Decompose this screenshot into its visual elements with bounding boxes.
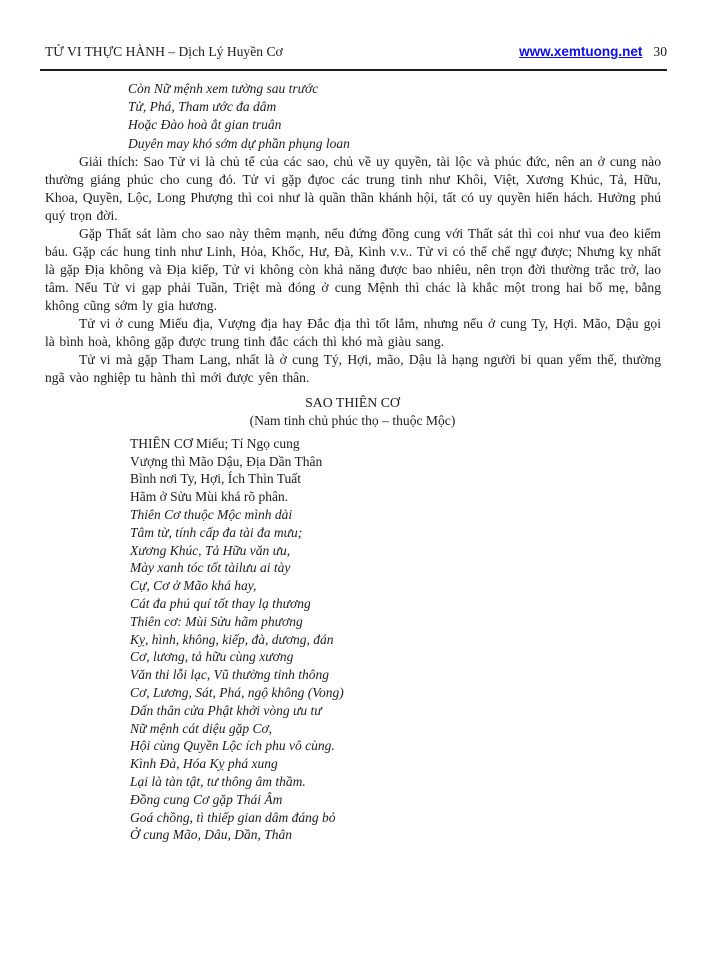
header-right — [519, 44, 667, 60]
verse-line: Thiên cơ: Mùi Sửu hãm phương — [130, 613, 303, 629]
section-subtitle: (Nam tinh chủ phúc thọ – thuộc Mộc) — [249, 412, 456, 428]
verse-line: Ở cung Mão, Dâu, Dần, Thân — [130, 827, 292, 843]
verse-line: THIÊN CƠ Miếu; Tí Ngọ cung — [130, 435, 300, 451]
verse-line: Goá chồng, tì thiếp gian dâm đáng bỏ — [130, 809, 336, 825]
verse-line: Hãm ở Sửu Mùi khá rõ phân. — [130, 489, 289, 505]
verse-line: Cự, Cơ ở Mão khá hay, — [130, 578, 257, 594]
verse-line: Hoặc Đào hoà ắt gian truân — [128, 117, 282, 133]
verse-line: Vượng thì Mão Dậu, Địa Dần Thân — [130, 453, 323, 469]
page-number: 30 — [653, 44, 667, 59]
verse-line: Kỵ, hình, không, kiếp, đà, dương, đán — [130, 631, 334, 647]
paragraph: Tử vi ở cung Miếu địa, Vượng địa hay Đắc địa thì tốt lắm, nhưng nếu ở cung Ty, Hợi. Mão, Dậu gọi là bình hoà, không gặp được trung tinh đắc cách thì khó mà giàu sang. — [45, 315, 661, 349]
paragraph: Tử vi mà gặp Tham Lang, nhất là ở cung Tý, Hợi, mão, Dậu là hạng người bi quan yếm thế, thường ngã vào nghiệp tu hành thì mới được yên thân. — [45, 351, 661, 385]
header-divider — [40, 69, 667, 71]
website-link[interactable]: www.xemtuong.net — [519, 44, 643, 59]
verse-line: Hội cùng Quyền Lộc ích phu vô cùng. — [130, 738, 335, 754]
verse-line: Cơ, lương, tả hữu cùng xương — [130, 649, 294, 665]
verse-line: Còn Nữ mệnh xem tường sau trước — [128, 81, 319, 96]
verse-line: Nữ mệnh cát diệu gặp Cơ, — [130, 720, 273, 736]
paragraph: Giải thích: Sao Tử vi là chủ tể của các sao, chủ về uy quyền, tài lộc và phúc đức, nên an ở cung nào thường giáng phúc cho cung đó. Tử vi gặp đựoc các trung tinh như Khôi, Việt, Xương Khúc, Tả, Hữu, Khoa, Quyền, Lộc, Long Phượng thì coi như là quần thần khánh hội, tất có uy quyền hiển hách. Hưởng phú quý trọn đời. — [45, 153, 661, 223]
verse-line: Bình nơi Ty, Hợi, Ích Thìn Tuất — [130, 471, 301, 487]
verse-line: Cát đa phú quí tốt thay lạ thương — [130, 595, 311, 611]
section-verse — [130, 435, 705, 844]
opening-verse — [128, 80, 705, 153]
verse-line: Văn thi lỗi lạc, Vũ thường tinh thông — [130, 667, 330, 683]
document-page — [0, 44, 705, 957]
section-title: SAO THIÊN CƠ — [305, 394, 400, 410]
verse-line: Lại là tàn tật, tư thông âm thầm. — [130, 773, 306, 789]
verse-line: Thiên Cơ thuộc Mộc mình dài — [130, 507, 293, 522]
verse-line: Dấn thân cửa Phật khởi vòng ưu tư — [130, 702, 322, 718]
verse-line: Duyên may khó sớm dự phần phụng loan — [128, 135, 350, 151]
verse-line: Mày xanh tóc tốt tàilưu ai tày — [130, 560, 291, 576]
verse-line: Cơ, Lương, Sát, Phá, ngộ không (Vong) — [130, 684, 344, 700]
page-header — [45, 44, 667, 60]
paragraph: Gặp Thất sát làm cho sao này thêm mạnh, nếu đứng đồng cung với Thất sát thì coi như vua đeo kiếm báu. Gặp các hung tinh như Linh, Hỏa, Khốc, Hư, Đà, Kình v.v.. Tử vi có thể chế ngự được; Nhưng kỵ nhất là gặp Địa không và Địa kiếp, Tử vi không còn khả năng được bao nhiêu, nên trọn đời thường trắc trở, lao tâm. Nếu Tử vi gạp phải Tuần, Triệt mà đóng ở cung Mệnh thì chác là khắc một trong hai bố mẹ, bằng không cũng sớm ly gia hương. — [45, 225, 661, 313]
verse-line: Kình Đà, Hóa Kỵ phá xung — [130, 756, 278, 772]
verse-line: Xương Khúc, Tả Hữu văn ưu, — [130, 542, 291, 558]
document-title: TỬ VI THỰC HÀNH – Dịch Lý Huyền Cơ — [45, 44, 283, 59]
verse-line: Đồng cung Cơ gặp Thái Âm — [130, 791, 283, 807]
verse-line: Tâm từ, tính cấp đa tài đa mưu; — [130, 524, 303, 540]
body-text — [0, 153, 705, 387]
verse-line: Tử, Phá, Tham ước đa dâm — [128, 99, 277, 115]
